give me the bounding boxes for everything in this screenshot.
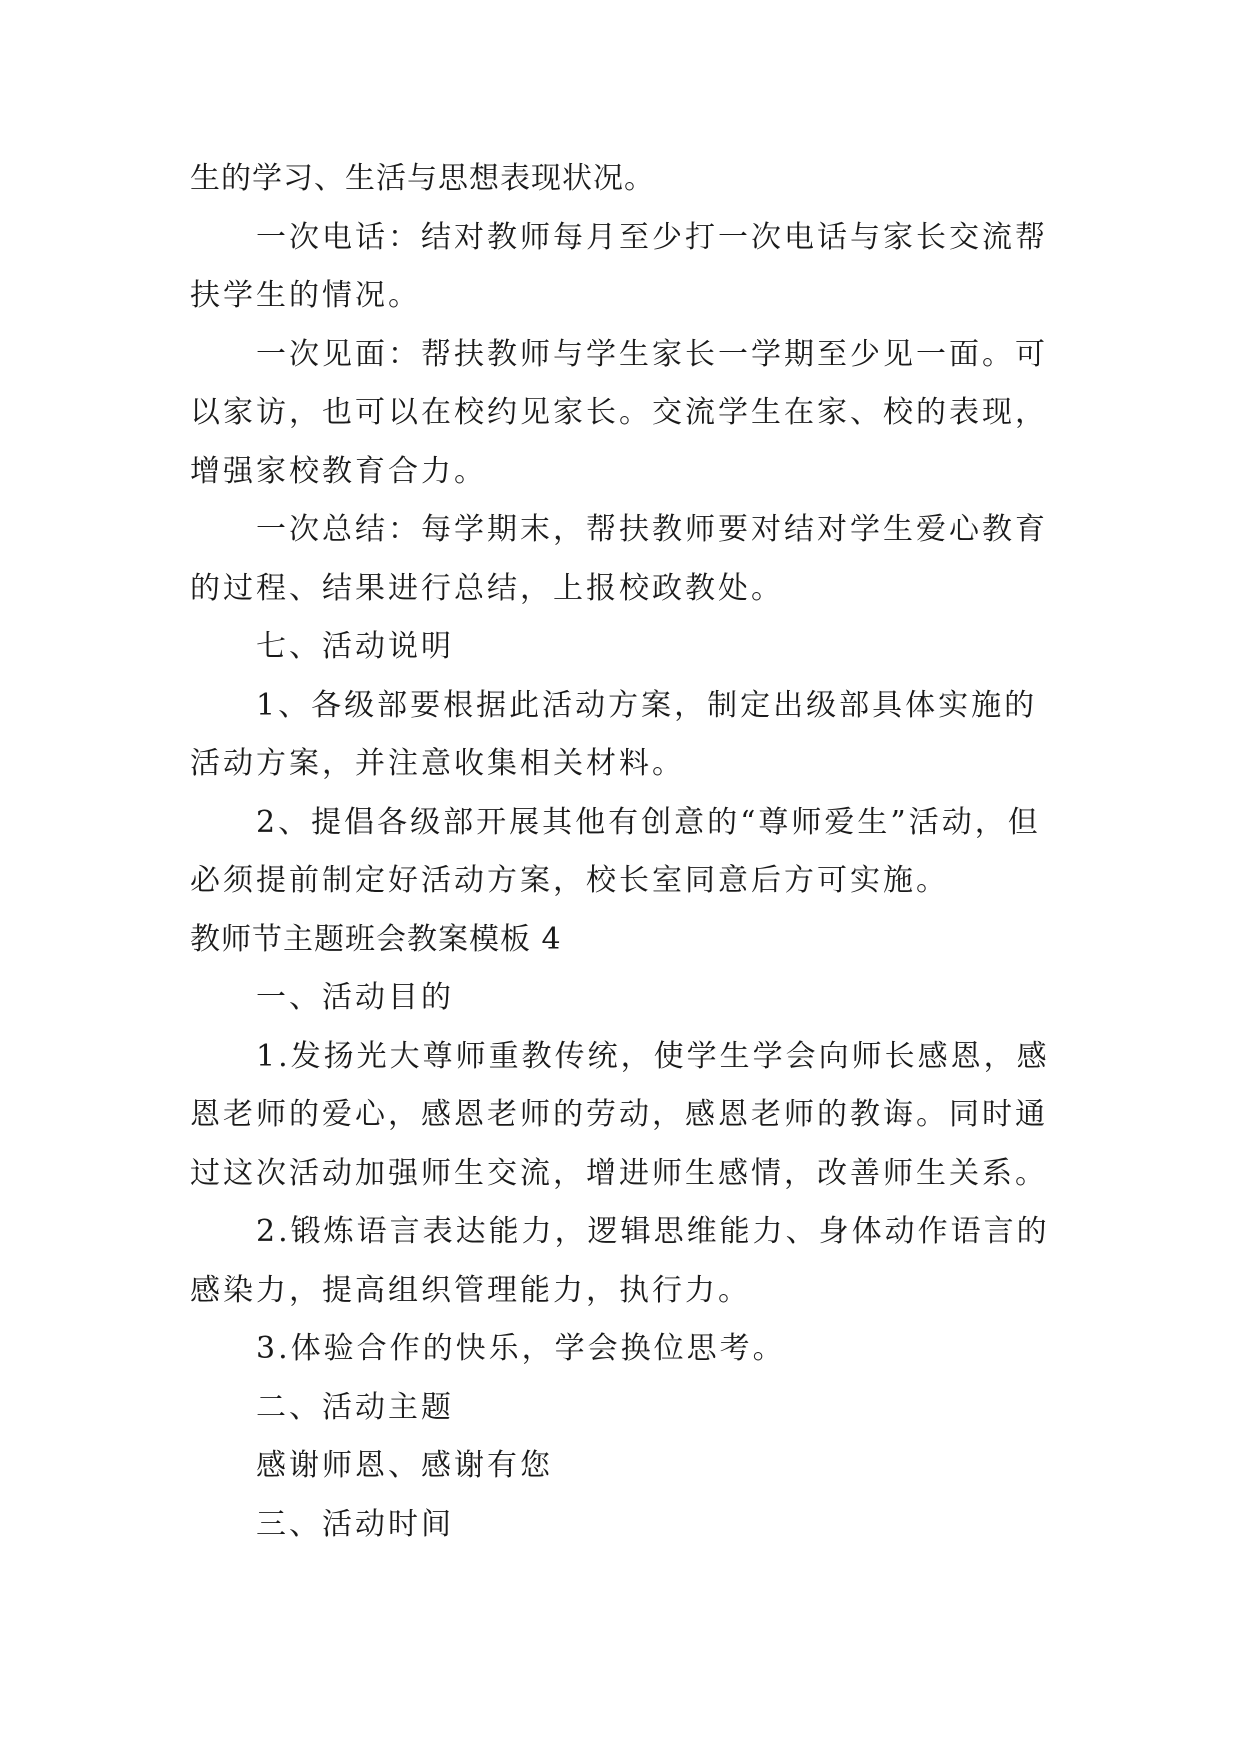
document-title: 教师节主题班会教案模板 4	[190, 921, 562, 957]
paragraph: 感谢师恩、感谢有您	[256, 1448, 553, 1483]
paragraph: 1.发扬光大尊师重教传统，使学生学会向师长感恩，感恩老师的爱心，感恩老师的劳动，感恩老师的教诲。同时通过这次活动加强师生交流，增进师生感情，改善师生关系。	[190, 1038, 1050, 1191]
paragraph: 3.体验合作的快乐，学会换位思考。	[256, 1331, 786, 1366]
paragraph: 2.锻炼语言表达能力，逻辑思维能力、身体动作语言的感染力，提高组织管理能力，执行力。	[190, 1214, 1050, 1308]
paragraph: 1、各级部要根据此活动方案，制定出级部具体实施的活动方案，并注意收集相关材料。	[190, 687, 1038, 781]
paragraph: 生的学习、生活与思想表现状况。	[190, 161, 655, 196]
document-body	[190, 150, 1070, 1554]
paragraph: 一次总结：每学期末，帮扶教师要对结对学生爱心教育的过程、结果进行总结，上报校政教处。	[190, 512, 1048, 606]
paragraph: 2、提倡各级部开展其他有创意的“尊师爱生”活动，但必须提前制定好活动方案，校长室同意后方可实施。	[190, 804, 1041, 898]
section-heading: 七、活动说明	[256, 629, 454, 664]
section-heading: 二、活动主题	[256, 1389, 454, 1425]
paragraph: 一次见面：帮扶教师与学生家长一学期至少见一面。可以家访，也可以在校约见家长。交流学生在家、校的表现，增强家校教育合力。	[190, 336, 1048, 489]
section-heading: 一、活动目的	[256, 980, 454, 1015]
section-heading: 三、活动时间	[256, 1506, 454, 1542]
paragraph: 一次电话：结对教师每月至少打一次电话与家长交流帮扶学生的情况。	[190, 219, 1048, 313]
